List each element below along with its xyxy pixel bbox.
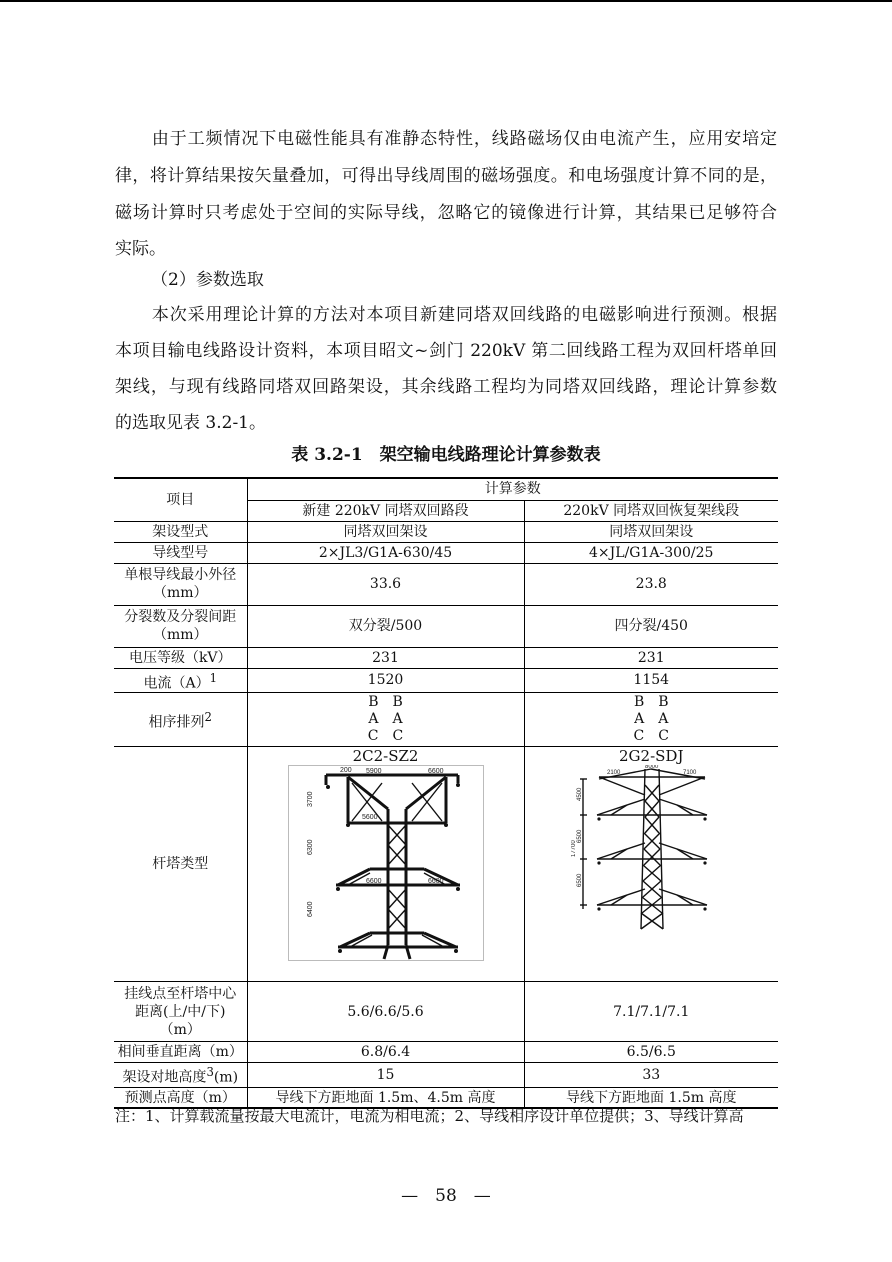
footnote-mark: 2 [204, 709, 212, 724]
phase-sequence-col1: B B A A C C [247, 693, 524, 747]
table-row [114, 982, 778, 1042]
row-value: 7.1/7.1/7.1 [524, 982, 778, 1042]
header-col1: 新建 220kV 同塔双回路段 [247, 500, 524, 521]
intro-line-4: 实际。 [115, 239, 166, 259]
row-value: 15 [247, 1063, 524, 1088]
table-row-tower [114, 747, 778, 982]
svg-text:6300: 6300 [306, 839, 314, 856]
svg-text:5900: 5900 [365, 768, 382, 776]
intro-line-2: 律，将计算结果按矢量叠加，可得出导线周围的磁场强度。和电场强度计算不同的是， [115, 166, 777, 186]
parameter-table [114, 477, 778, 1109]
row-value: 231 [524, 647, 778, 668]
svg-text:8000: 8000 [645, 765, 659, 771]
row-label: 单根导线最小外径 （mm） [114, 563, 247, 605]
header-group: 计算参数 [247, 478, 778, 500]
table-header-row [114, 478, 778, 500]
row-label: 预测点高度（m） [114, 1087, 247, 1108]
body-line-1: 本次采用理论计算的方法对本项目新建同塔双回线路的电磁影响进行预测。根据 [151, 305, 777, 325]
row-value: 四分裂/450 [524, 605, 778, 647]
table-row [114, 563, 778, 605]
svg-text:6600: 6600 [427, 768, 444, 776]
row-label: 导线型号 [114, 542, 247, 563]
svg-text:6600: 6600 [365, 878, 382, 886]
body-line-4: 的选取见表 3.2-1。 [115, 413, 266, 433]
svg-text:7100: 7100 [683, 770, 697, 777]
svg-text:3700: 3700 [306, 791, 314, 808]
section-heading: （2）参数选取 [151, 270, 264, 290]
table-row [114, 1063, 778, 1088]
footnote-mark: 1 [209, 670, 218, 685]
tower-name-2: 2G2-SDJ [619, 747, 684, 766]
tower-name-1: 2C2-SZ2 [352, 747, 419, 766]
row-label: 相序排列$^2$ [114, 693, 247, 747]
row-value: 6.8/6.4 [247, 1042, 524, 1063]
row-value: 导线下方距地面 1.5m、4.5m 高度 [247, 1087, 524, 1108]
svg-text:6600: 6600 [427, 878, 444, 886]
tower-cell-2 [524, 747, 778, 982]
row-value: 同塔双回架设 [247, 521, 524, 542]
table-row [114, 693, 778, 747]
row-value: 231 [247, 647, 524, 668]
table-row [114, 668, 778, 693]
row-value: 5.6/6.6/5.6 [247, 982, 524, 1042]
table-caption: 表 3.2-1 架空输电线路理论计算参数表 [291, 445, 601, 465]
tower-drawing-2g2-sdj [571, 765, 731, 935]
table-row [114, 1042, 778, 1063]
svg-text:6500: 6500 [577, 829, 584, 844]
row-label: 杆塔类型 [114, 747, 247, 982]
tower-drawing-2c2-sz2 [288, 765, 484, 961]
row-value: 33 [524, 1063, 778, 1088]
row-label: 挂线点至杆塔中心 距离(上/中/下) （m） [114, 982, 247, 1042]
row-value: 2×JL3/G1A-630/45 [247, 542, 524, 563]
svg-text:4500: 4500 [577, 787, 584, 802]
row-value: 6.5/6.5 [524, 1042, 778, 1063]
tower-cell-1 [247, 747, 524, 982]
top-rule [0, 0, 892, 2]
footnote-mark: 3 [206, 1065, 214, 1080]
row-label: 分裂数及分裂间距 （mm） [114, 605, 247, 647]
row-label: 电压等级（kV） [114, 647, 247, 668]
intro-line-3: 磁场计算时只考虑处于空间的实际导线，忽略它的镜像进行计算，其结果已足够符合 [115, 203, 777, 223]
row-value: 4×JL/G1A-300/25 [524, 542, 778, 563]
row-value: 导线下方距地面 1.5m 高度 [524, 1087, 778, 1108]
body-line-3: 架线，与现有线路同塔双回路架设，其余线路工程均为同塔双回线路，理论计算参数 [115, 377, 777, 397]
row-value: 23.8 [524, 563, 778, 605]
row-label: 相间垂直距离（m） [114, 1042, 247, 1063]
row-label: 架设对地高度$^3$(m) [114, 1063, 247, 1088]
page-number: — 58 — [401, 1186, 491, 1206]
header-item: 项目 [114, 478, 247, 521]
row-label: 电流$(A)^1$ [114, 668, 247, 693]
row-value: 双分裂/500 [247, 605, 524, 647]
table-row [114, 542, 778, 563]
row-value: 33.6 [247, 563, 524, 605]
row-value: 1520 [247, 668, 524, 693]
table-row [114, 521, 778, 542]
row-value: 同塔双回架设 [524, 521, 778, 542]
row-value: 1154 [524, 668, 778, 693]
phase-sequence-col2: B B A A C C [524, 693, 778, 747]
svg-text:200: 200 [339, 767, 352, 775]
svg-text:6400: 6400 [306, 901, 314, 918]
svg-text:2100: 2100 [607, 770, 621, 777]
table-row [114, 647, 778, 668]
svg-text:17700: 17700 [571, 840, 578, 858]
body-line-2: 本项目输电线路设计资料，本项目昭文~剑门 220kV 第二回线路工程为双回杆塔单回 [115, 341, 777, 361]
row-label: 架设型式 [114, 521, 247, 542]
svg-text:6500: 6500 [577, 873, 584, 888]
header-col2: 220kV 同塔双回恢复架线段 [524, 500, 778, 521]
svg-text:5600: 5600 [361, 814, 378, 822]
table-note: 注：1、计算载流量按最大电流计，电流为相电流；2、导线相序设计单位提供；3、导线计算高 [115, 1107, 744, 1125]
intro-line-1: 由于工频情况下电磁性能具有准静态特性，线路磁场仅由电流产生，应用安培定 [151, 129, 777, 149]
table-row [114, 605, 778, 647]
